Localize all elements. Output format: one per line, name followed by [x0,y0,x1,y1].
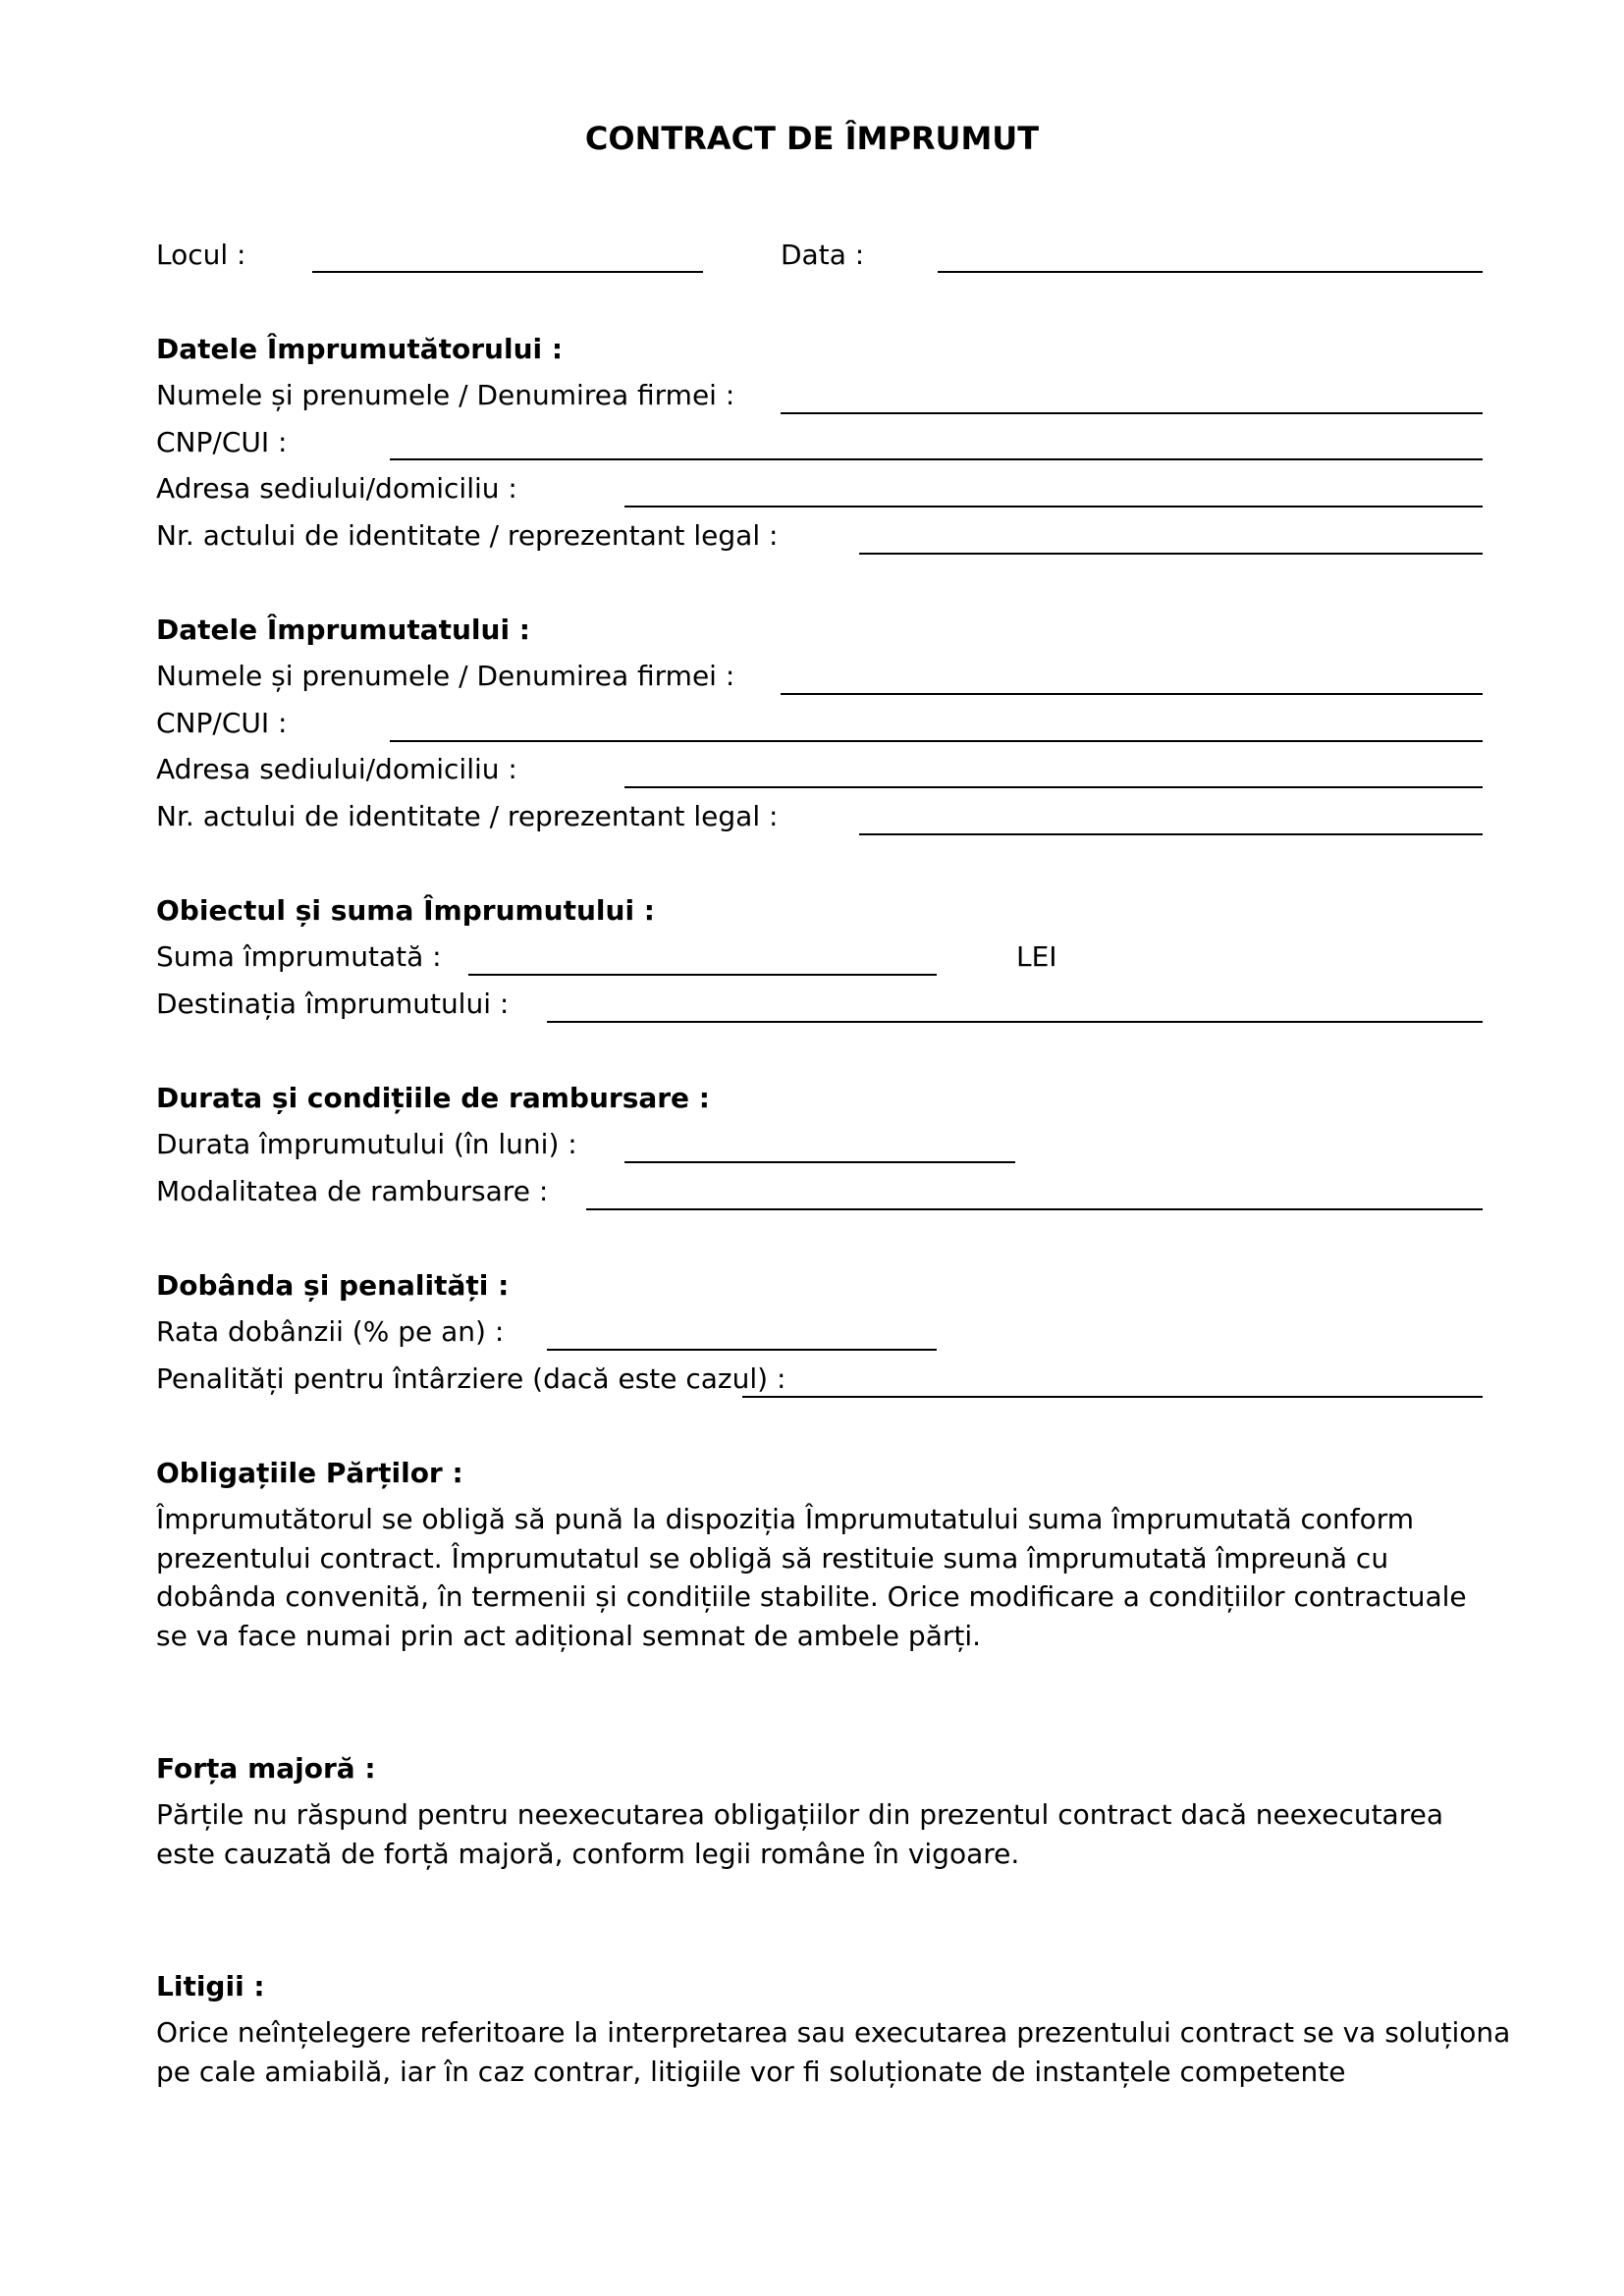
amount-label: Suma împrumutată : [156,940,442,973]
date-field[interactable] [938,271,1483,273]
lender-address-label: Adresa sediului/domiciliu : [156,472,517,505]
borrower-address-label: Adresa sediului/domiciliu : [156,753,517,785]
currency-label: LEI [1016,940,1057,973]
duration-heading: Durata și condițiile de rambursare : [156,1082,710,1114]
amount-field[interactable] [468,974,937,976]
force-majeure-text: Părțile nu răspund pentru neexecutarea obligațiilor din prezentul contract dacă neexecutarea este cauzată de forță majoră, conform legii române în vigoare. [156,1798,1443,1870]
document-title: CONTRACT DE ÎMPRUMUT [584,120,1040,157]
months-field[interactable] [624,1161,1015,1163]
lender-id-field[interactable] [390,458,1483,460]
borrower-doc-field[interactable] [859,833,1483,835]
repayment-method-label: Modalitatea de rambursare : [156,1175,549,1207]
interest-heading: Dobânda și penalități : [156,1269,510,1302]
date-label: Data : [781,239,865,271]
borrower-name-label: Numele și prenumele / Denumirea firmei : [156,660,735,692]
disputes-text: Orice neînțelegere referitoare la interpretarea sau executarea prezentului contract se va soluționa pe cale amiabilă, iar în caz contrar, litigiile vor fi soluționate de instanțele competente [156,2016,1511,2088]
disputes-heading: Litigii : [156,1970,265,2002]
rate-field[interactable] [547,1349,937,1351]
lender-name-field[interactable] [781,412,1483,414]
purpose-field[interactable] [547,1021,1483,1023]
borrower-id-label: CNP/CUI : [156,707,288,739]
obligations-text: Împrumutătorul se obligă să pună la dispoziția Împrumutatului suma împrumutată conform prezentului contract. Împrumutatul se obligă să restituie suma împrumutată împreună cu dobânda convenită, în termenii și condițiile stabilite. Orice modificare a condițiilor contractuale se va face numai prin act adițional semnat de ambele părți. [156,1503,1467,1652]
borrower-doc-label: Nr. actului de identitate / reprezentant legal : [156,800,779,832]
object-heading: Obiectul și suma Împrumutului : [156,894,656,927]
place-field[interactable] [312,271,703,273]
lender-id-label: CNP/CUI : [156,426,288,458]
force-majeure-heading: Forța majoră : [156,1752,376,1785]
lender-doc-field[interactable] [859,553,1483,555]
repayment-method-field[interactable] [586,1208,1483,1210]
borrower-address-field[interactable] [624,786,1483,788]
borrower-heading: Datele Împrumutatului : [156,614,531,646]
lender-name-label: Numele și prenumele / Denumirea firmei : [156,379,735,411]
rate-label: Rata dobânzii (% pe an) : [156,1315,505,1348]
months-label: Durata împrumutului (în luni) : [156,1128,577,1160]
purpose-label: Destinația împrumutului : [156,988,510,1020]
lender-doc-label: Nr. actului de identitate / reprezentant legal : [156,519,779,552]
obligations-heading: Obligațiile Părților : [156,1457,463,1489]
borrower-name-field[interactable] [781,693,1483,695]
penalty-label: Penalități pentru întârziere (dacă este cazul) : [156,1362,786,1395]
penalty-field[interactable] [742,1396,1483,1398]
borrower-id-field[interactable] [390,740,1483,742]
lender-address-field[interactable] [624,506,1483,507]
lender-heading: Datele Împrumutătorului : [156,333,564,365]
place-label: Locul : [156,239,246,271]
